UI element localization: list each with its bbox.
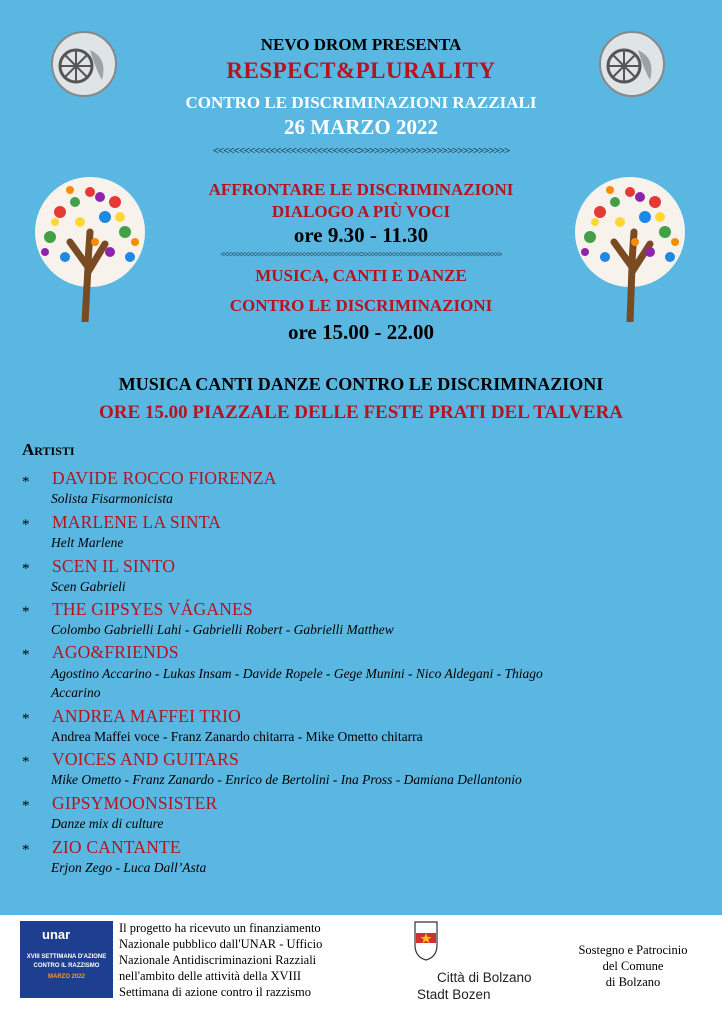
event-subtitle: CONTRO LE DISCRIMINAZIONI RAZZIALI [185,93,537,112]
artist-desc: Danze mix di culture [51,816,164,831]
bullet: * [22,842,30,858]
artists-heading: Artisti [22,440,75,459]
artist-name: ZIO CANTANTE [52,837,181,857]
bolzano-coat-of-arms-icon [414,921,438,961]
support-line: del Comune [602,959,664,973]
support-text [558,942,708,990]
funding-line: Nazionale Antidiscriminazioni Razziali [119,953,317,967]
artist-desc: Agostino Accarino - Lukas Insam - Davide Ropele - Gege Munini - Nico Aldegani - Thiago [51,666,543,681]
support-line: Sostegno e Patrocinio [578,943,688,957]
city-name-it: Città di Bolzano [437,970,532,985]
unar-line2: CONTRO IL RAZZISMO [33,963,100,969]
artist-name: ANDREA MAFFEI TRIO [52,706,241,726]
bullet: * [22,604,30,620]
presenter-line: NEVO DROM PRESENTA [260,35,462,54]
funding-line: Settimana di azione contro il razzismo [119,985,311,999]
artist-name: AGO&FRIENDS [52,642,179,662]
event-title: RESPECT&PLURALITY [226,58,496,83]
divider-top: <<<<<<<<<<<<<<<<<<<<<<<<<<<<>>>>>>>>>>>>>>>>>>>>>>>>>>>>> [212,145,510,157]
artist-desc-continued: Accarino [51,685,101,700]
unar-logo [20,921,113,998]
bullet: * [22,711,30,727]
artist-desc: Mike Ometto - Franz Zanardo - Enrico de Bertolini - Ina Pross - Damiana Dellantonio [51,772,522,787]
funding-text [119,920,322,1000]
session1-time: ore 9.30 - 11.30 [293,223,429,247]
divider-middle: <<<<<<<<<<<<<<<<<<<<<<<<<<<<<<<<<<<<<<<<>>>>>>>>>>>>>>>>>>>>>>>>>>>>>>>>>>>>>>>> [220,250,502,259]
artist-name: SCEN IL SINTO [52,556,176,576]
bullet: * [22,517,30,533]
artist-desc: Solista Fisarmonicista [51,491,173,506]
event-date: 26 MARZO 2022 [284,115,438,139]
session2-time: ore 15.00 - 22.00 [287,320,434,344]
artist-name: MARLENE LA SINTA [52,512,222,532]
bullet: * [22,754,30,770]
artist-name: DAVIDE ROCCO FIORENZA [52,468,277,488]
unar-line1: XVIII SETTIMANA D'AZIONE [26,954,107,960]
headline-line2: ORE 15.00 PIAZZALE DELLE FESTE PRATI DEL TALVERA [98,402,624,423]
funding-line: Il progetto ha ricevuto un finanziamento [119,921,321,935]
session2-line1: MUSICA, CANTI E DANZE [255,266,467,285]
artist-name: THE GIPSYES VÁGANES [52,599,253,619]
artist-desc: Erjon Zego - Luca Dall’Asta [51,860,207,875]
artist-desc: Andrea Maffei voce - Franz Zanardo chitarra - Mike Ometto chitarra [51,729,423,744]
bullet: * [22,561,30,577]
funding-line: Nazionale pubblico dall'UNAR - Ufficio [119,937,323,951]
session1-line1: AFFRONTARE LE DISCRIMINAZIONI [208,180,514,199]
support-line: di Bolzano [605,975,661,989]
city-name-de: Stadt Bozen [417,987,491,1002]
artist-desc: Helt Marlene [51,535,124,550]
unar-logo-text: unar [42,927,71,942]
unar-line3: MARZO 2022 [47,974,85,980]
artist-desc: Scen Gabrieli [51,579,126,594]
headline-line1: MUSICA CANTI DANZE CONTRO LE DISCRIMINAZIONI [118,374,604,394]
artist-desc: Colombo Gabrielli Lahi - Gabrielli Robert - Gabrielli Matthew [51,622,394,637]
artist-name: GIPSYMOONSISTER [52,793,218,813]
session2-line2: CONTRO LE DISCRIMINAZIONI [229,296,493,315]
bullet: * [22,474,30,490]
funding-line: nell'ambito delle attività della XVIII [119,969,302,983]
bullet: * [22,798,30,814]
session1-line2: DIALOGO A PIÙ VOCI [271,202,451,221]
bullet: * [22,647,30,663]
artist-name: VOICES AND GUITARS [52,749,239,769]
